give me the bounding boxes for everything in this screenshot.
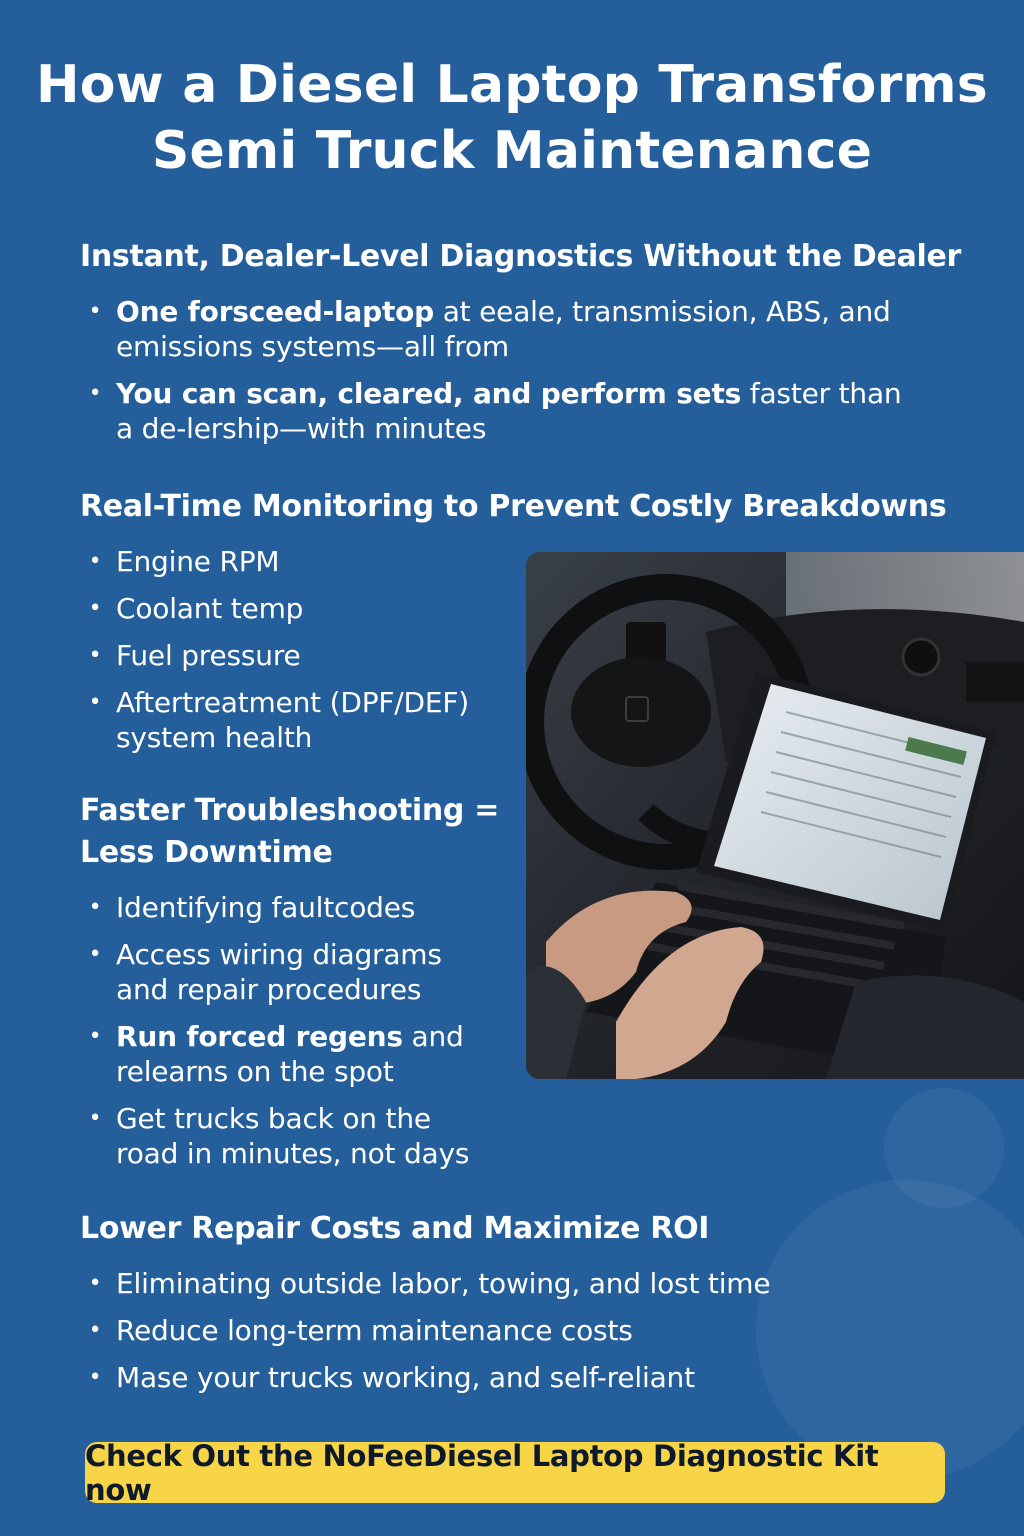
truck-laptop-photo (526, 552, 1024, 1079)
list-item (84, 376, 904, 446)
bullet-text: at eeale, transmission, ABS, and emissions systems—all from (116, 295, 891, 363)
list-item (84, 937, 494, 1007)
list-item (84, 591, 484, 626)
bullet-icon: • (88, 1271, 102, 1296)
bullet-text: faster than a de-lership—with minutes (116, 377, 902, 445)
bullet-icon: • (88, 895, 102, 920)
section-heading-roi: Lower Repair Costs and Maximize ROI (80, 1211, 710, 1246)
bullet-icon: • (88, 643, 102, 668)
monitoring-list (84, 544, 484, 767)
bullet-icon: • (88, 1365, 102, 1390)
bullet-icon: • (88, 596, 102, 621)
bullet-text: Mase your trucks working, and self-reliant (116, 1361, 695, 1394)
heading-line-1: Faster Troubleshooting = (80, 793, 500, 828)
list-item (84, 1313, 904, 1348)
cta-button[interactable]: Check Out the NoFeeDiesel Laptop Diagnostic Kit now (85, 1442, 945, 1503)
bullet-icon: • (88, 1024, 102, 1049)
list-item (84, 638, 484, 673)
bullet-text: Aftertreatment (DPF/DEF) system health (116, 686, 469, 754)
bullet-icon: • (88, 381, 102, 406)
bullet-text: Reduce long-term maintenance costs (116, 1314, 633, 1347)
bullet-icon: • (88, 942, 102, 967)
list-item (84, 890, 494, 925)
list-item (84, 685, 484, 755)
bullet-bold-text: You can scan, cleared, and perform sets (116, 377, 742, 410)
bullet-icon: • (88, 690, 102, 715)
troubleshooting-list (84, 890, 494, 1183)
list-item (84, 1360, 904, 1395)
bullet-text: Eliminating outside labor, towing, and lost time (116, 1267, 771, 1300)
list-item (84, 294, 904, 364)
bullet-text: and relearns on the spot (116, 1020, 464, 1088)
bullet-icon: • (88, 299, 102, 324)
bullet-text: Engine RPM (116, 545, 280, 578)
list-item (84, 1266, 904, 1301)
bullet-text: Access wiring diagrams and repair procedures (116, 938, 442, 1006)
bullet-text: Coolant temp (116, 592, 304, 625)
bullet-icon: • (88, 549, 102, 574)
title-line-2: Semi Truck Maintenance (151, 121, 873, 181)
list-item (84, 1019, 494, 1089)
bullet-text: Fuel pressure (116, 639, 301, 672)
diagnostics-list (84, 294, 904, 458)
list-item (84, 1101, 494, 1171)
bullet-icon: • (88, 1106, 102, 1131)
decorative-circle (884, 1088, 1004, 1208)
bullet-text: Get trucks back on the road in minutes, not days (116, 1102, 470, 1170)
bullet-bold-text: One forsceed-laptop (116, 295, 435, 328)
section-heading-troubleshooting (80, 790, 500, 874)
page-title (0, 52, 1024, 184)
bullet-bold-text: Run forced regens (116, 1020, 403, 1053)
heading-line-2: Less Downtime (80, 835, 333, 870)
section-heading-monitoring: Real-Time Monitoring to Prevent Costly Breakdowns (80, 489, 947, 524)
photo-illustration (526, 552, 1024, 1079)
bullet-text: Identifying faultcodes (116, 891, 416, 924)
list-item (84, 544, 484, 579)
bullet-icon: • (88, 1318, 102, 1343)
roi-list (84, 1266, 904, 1407)
title-line-1: How a Diesel Laptop Transforms (36, 55, 988, 115)
section-heading-diagnostics: Instant, Dealer-Level Diagnostics Without the Dealer (80, 239, 962, 274)
